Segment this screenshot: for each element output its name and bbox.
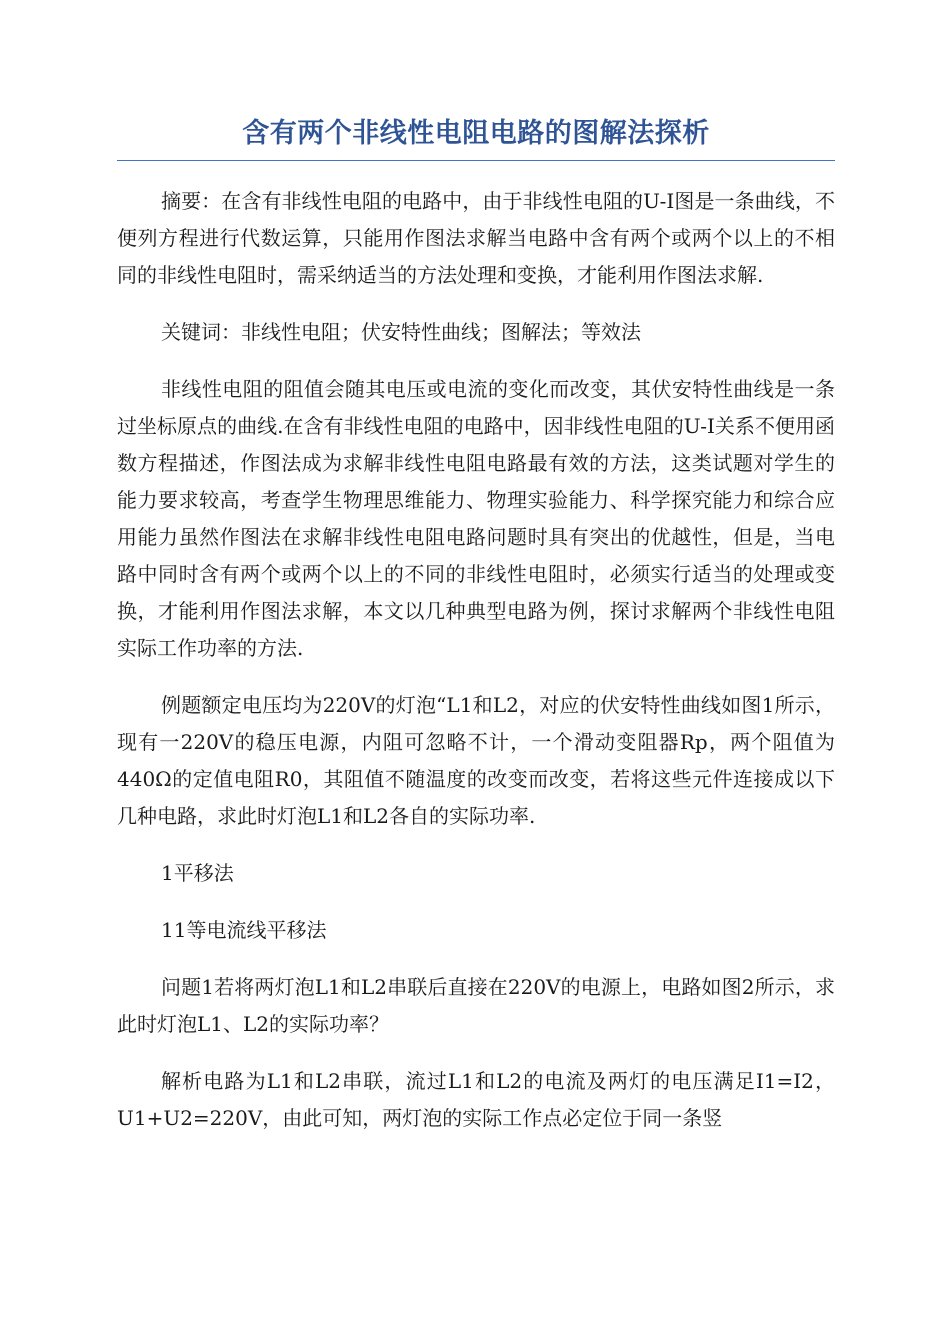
example-paragraph: 例题额定电压均为220V的灯泡“L1和L2，对应的伏安特性曲线如图1所示，现有一220V的稳压电源，内阻可忽略不计，一个滑动变阻器Rp，两个阻值为440Ω的定值电阻R0，其阻值不随温度的改变而改变，若将这些元件连接成以下几种电路，求此时灯泡L1和L2各自的实际功率.: [117, 693, 835, 828]
keywords-paragraph: 关键词：非线性电阻；伏安特性曲线；图解法；等效法: [161, 320, 641, 344]
document-title: 含有两个非线性电阻电路的图解法探析: [117, 100, 835, 161]
intro-paragraph: 非线性电阻的阻值会随其电压或电流的变化而改变，其伏安特性曲线是一条过坐标原点的曲线.在含有非线性电阻的电路中，因非线性电阻的U-I关系不便用函数方程描述，作图法成为求解非线性电阻电路最有效的方法，这类试题对学生的能力要求较高，考查学生物理思维能力、物理实验能力、科学探究能力和综合应用能力虽然作图法在求解非线性电阻电路问题时具有突出的优越性，但是，当电路中同时含有两个或两个以上的不同的非线性电阻时，必须实行适当的处理或变换，才能利用作图法求解，本文以几种典型电路为例，探讨求解两个非线性电阻实际工作功率的方法.: [117, 377, 835, 660]
question-paragraph: 问题1若将两灯泡L1和L2串联后直接在220V的电源上，电路如图2所示，求此时灯泡L1、L2的实际功率？: [117, 975, 835, 1036]
abstract-paragraph: 摘要：在含有非线性电阻的电路中，由于非线性电阻的U-I图是一条曲线，不便列方程进行代数运算，只能用作图法求解当电路中含有两个或两个以上的不相同的非线性电阻时，需采纳适当的方法处理和变换，才能利用作图法求解.: [117, 189, 835, 287]
section-heading: 1平移法: [161, 861, 234, 885]
document-body: [117, 183, 835, 1137]
subsection-heading: 11等电流线平移法: [161, 918, 327, 942]
document-page: [117, 100, 835, 1157]
analysis-paragraph: 解析电路为L1和L2串联，流过L1和L2的电流及两灯的电压满足I1=I2，U1+U2=220V，由此可知，两灯泡的实际工作点必定位于同一条竖: [117, 1069, 835, 1130]
